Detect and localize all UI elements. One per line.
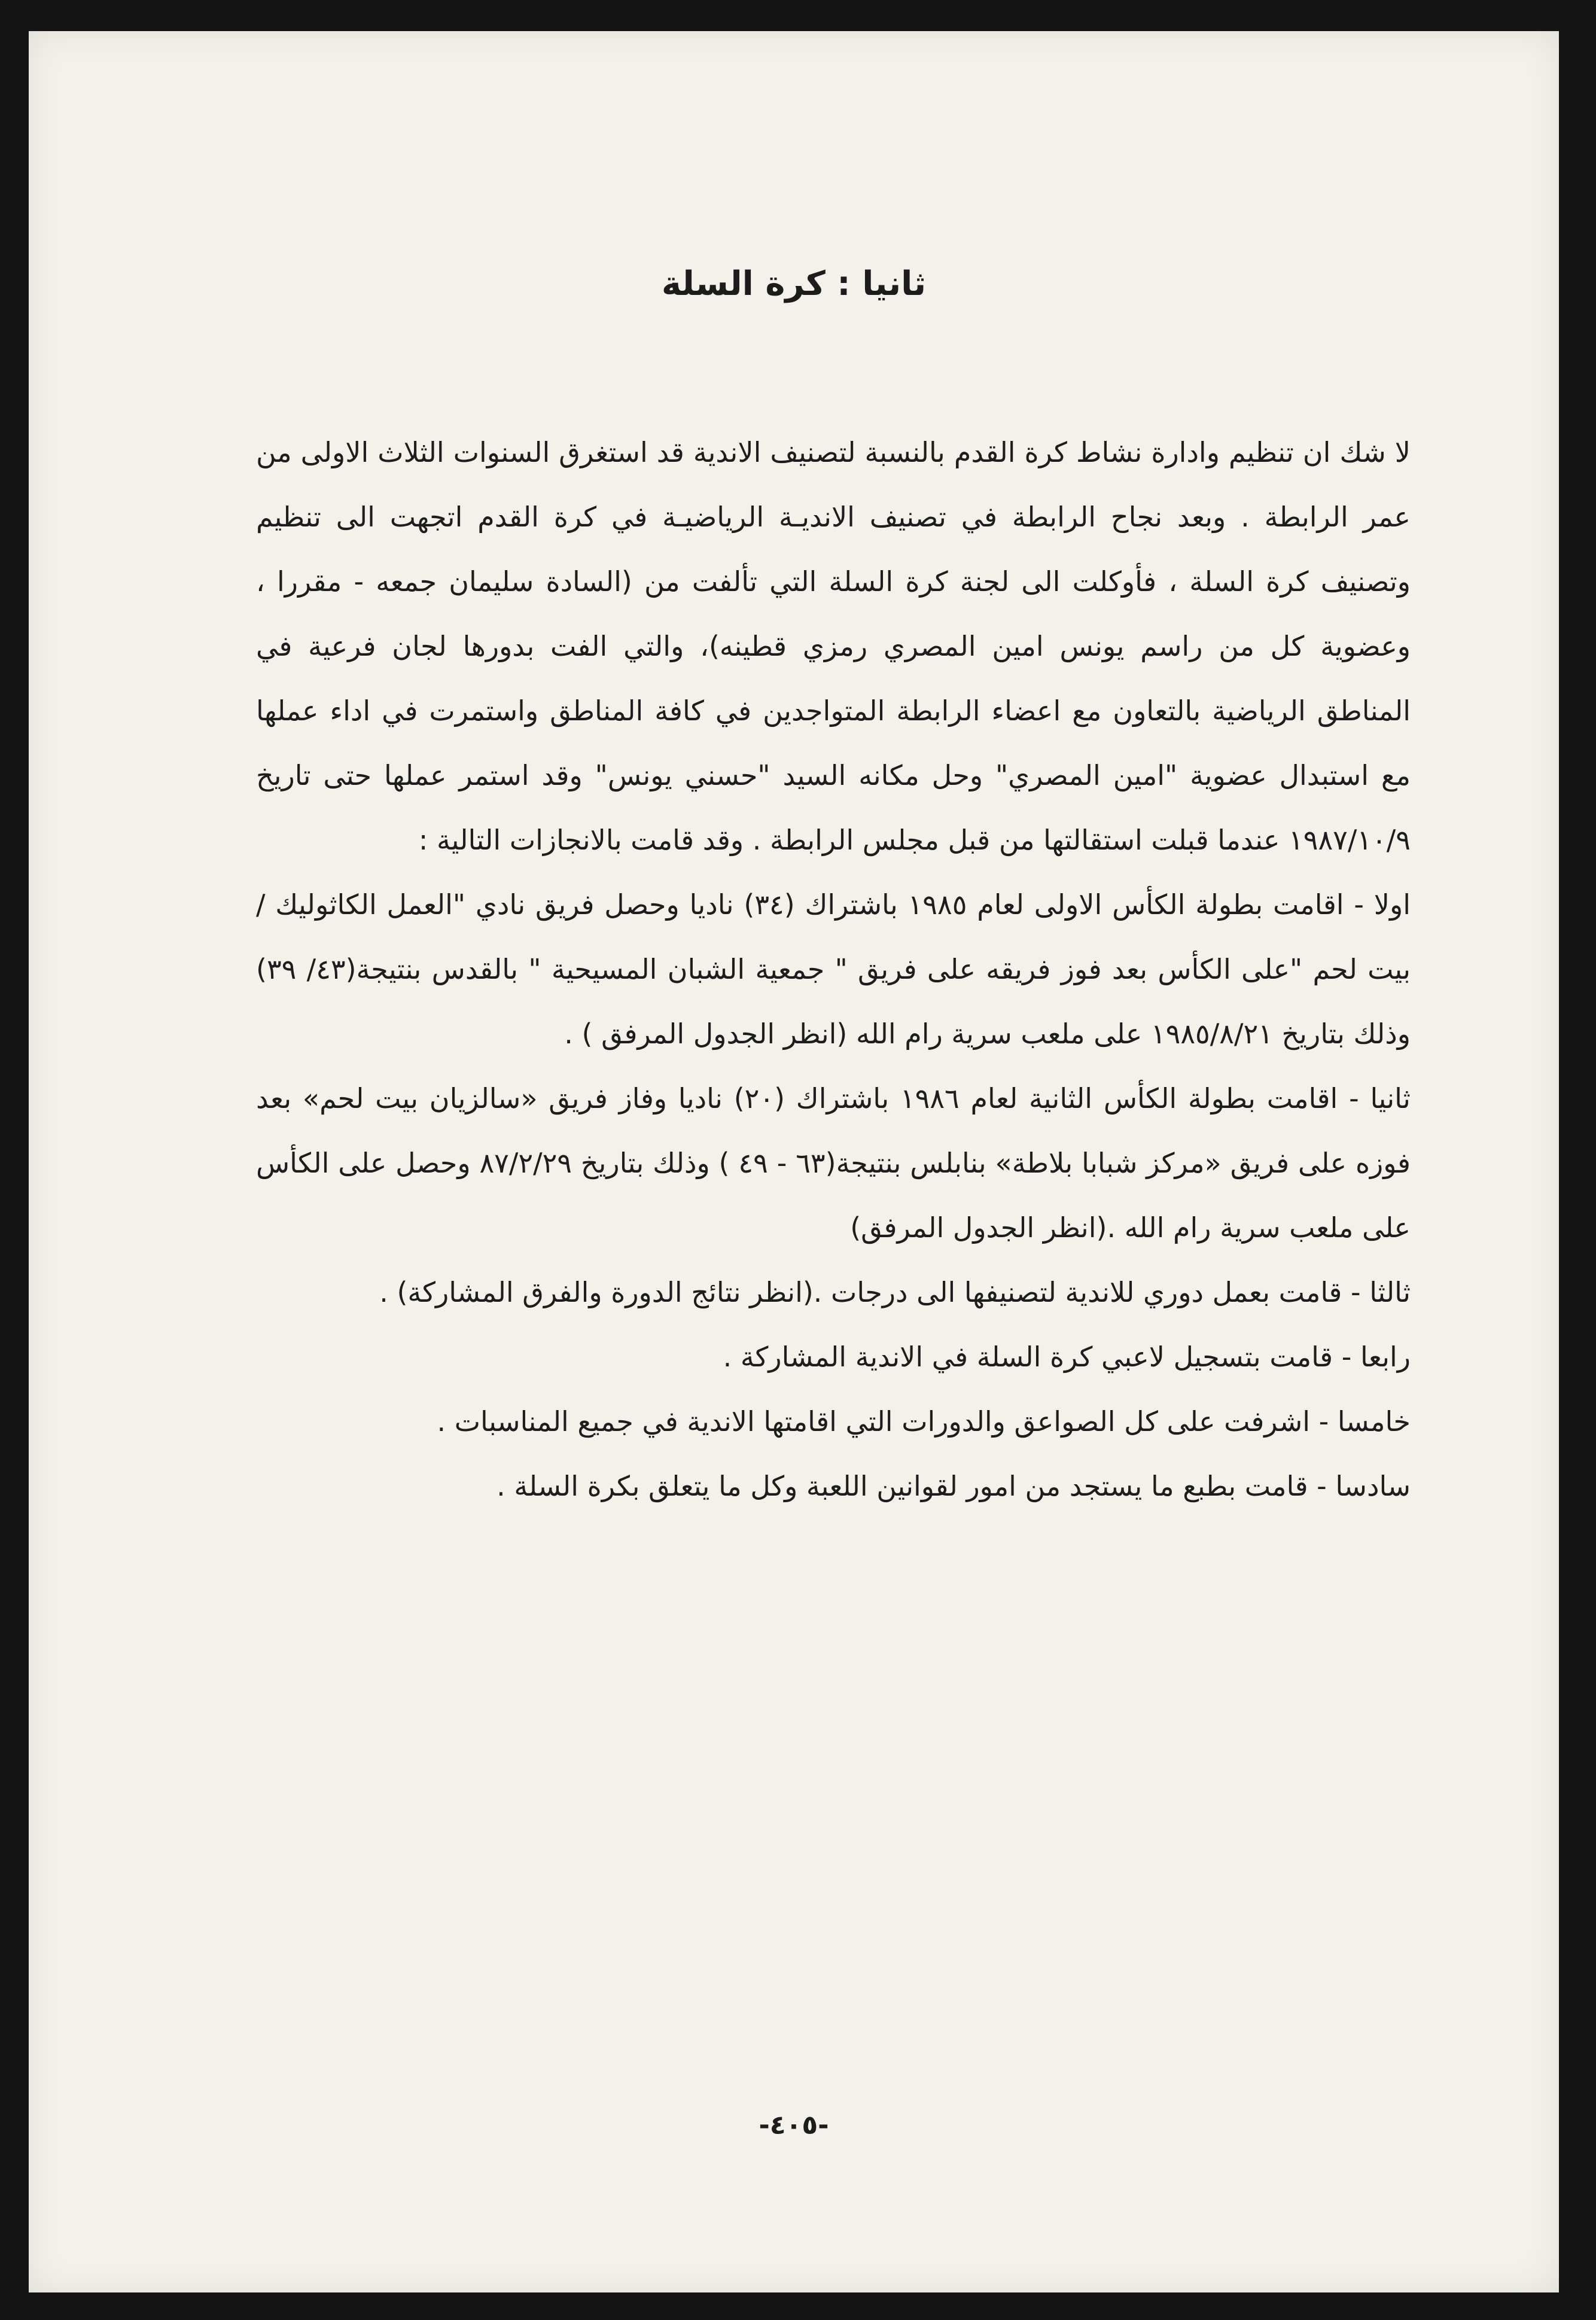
page-number: -٤٠٥- <box>759 2110 829 2141</box>
achievement-item-4: رابعا - قامت بتسجيل لاعبي كرة السلة في الاندية المشاركة . <box>723 1341 1411 1373</box>
achievement-item-5: خامسا - اشرفت على كل الصواعق والدورات التي اقامتها الاندية في جميع المناسبات . <box>437 1405 1411 1438</box>
achievement-item-6: سادسا - قامت بطبع ما يستجد من امور لقوانين اللعبة وكل ما يتعلق بكرة السلة . <box>497 1470 1411 1502</box>
achievement-item-2: ثانيا - اقامت بطولة الكأس الثانية لعام ١٩٨٦ باشتراك (٢٠) ناديا وفاز فريق «سالزيان بيت لحم» بعد فوزه على فريق «مركز شبابا بلاطة» بنابلس بنتيجة(٦٣ - ٤٩ ) وذلك بتاريخ ٨٧/٢/٢٩ وحصل على الكأس على ملعب سرية رام الله .(انظر الجدول المرفق) <box>256 1082 1411 1244</box>
achievement-item-1: اولا - اقامت بطولة الكأس الاولى لعام ١٩٨٥ باشتراك (٣٤) ناديا وحصل فريق نادي "العمل الكاثوليك / بيت لحم "على الكأس بعد فوز فريقه على فريق " جمعية الشبان المسيحية " بالقدس بنتيجة(٤٣/ ٣٩) وذلك بتاريخ ١٩٨٥/٨/٢١ على ملعب سرية رام الله (انظر الجدول المرفق ) . <box>256 888 1411 1050</box>
page-title: ثانيا : كرة السلة <box>661 264 927 303</box>
achievement-item-3: ثالثا - قامت بعمل دوري للاندية لتصنيفها الى درجات .(انظر نتائج الدورة والفرق المشاركة) . <box>379 1276 1411 1308</box>
intro-paragraph: لا شك ان تنظيم وادارة نشاط كرة القدم بالنسبة لتصنيف الاندية قد استغرق السنوات الثلاث الاولى من عمر الرابطة . وبعد نجاح الرابطة في تصنيف الانديـة الرياضيـة في كرة القدم اتجهت الى تنظيم وتصنيف كرة السلة ، فأوكلت الى لجنة كرة السلة التي تألفت من (السادة سليمان جمعه - مقررا ، وعضوية كل من راسم يونس امين المصري رمزي قطينه)، والتي الفت بدورها لجان فرعية في المناطق الرياضية بالتعاون مع اعضاء الرابطة المتواجدين في كافة المناطق واستمرت في اداء عملها مع استبدال عضوية "امين المصري" وحل مكانه السيد "حسني يونس" وقد استمر عملها حتى تاريخ ١٩٨٧/١٠/٩ عندما قبلت استقالتها من قبل مجلس الرابطة . وقد قامت بالانجازات التالية : <box>256 436 1411 856</box>
document-page <box>29 31 1559 2292</box>
body-text <box>256 420 1411 1518</box>
